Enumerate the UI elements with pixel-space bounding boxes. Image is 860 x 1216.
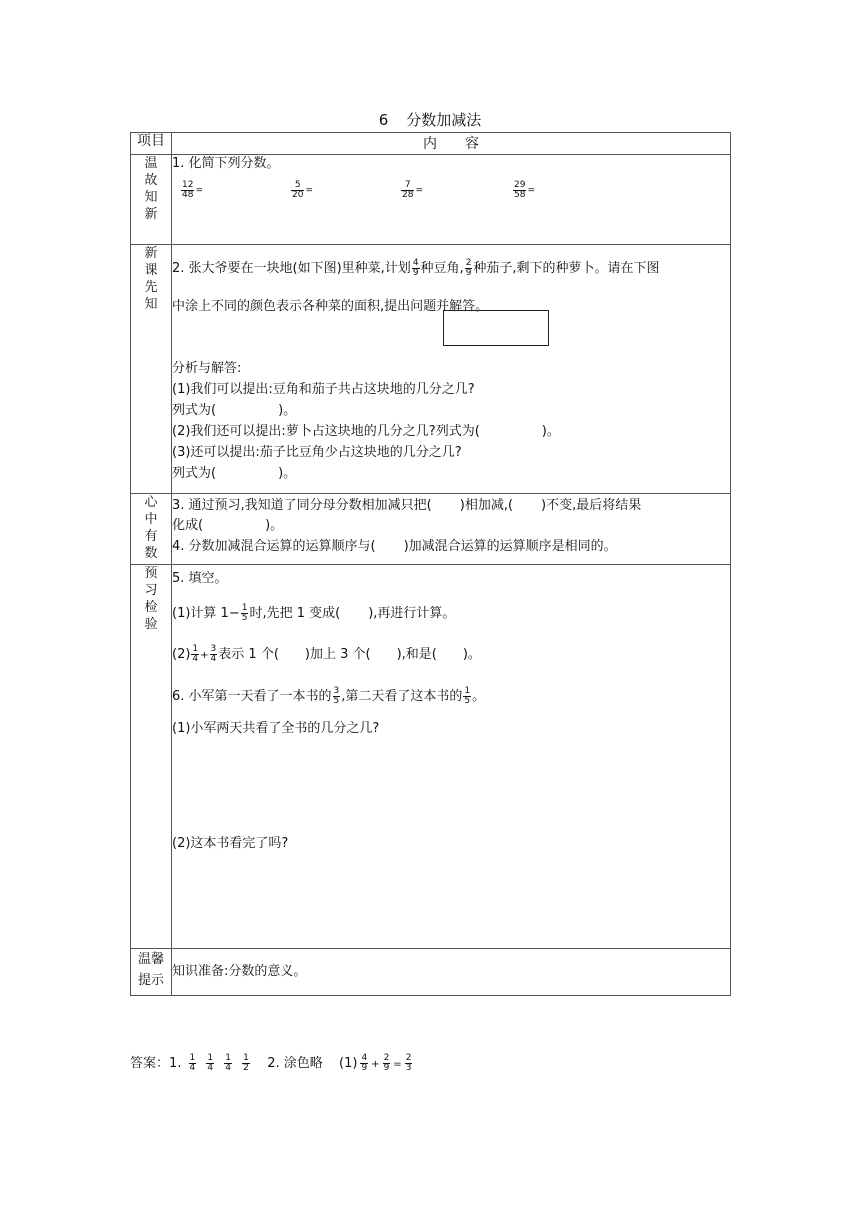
new-lesson-row xyxy=(131,245,731,494)
header-item: 项目 xyxy=(131,133,172,155)
question-5-2: (2) $\frac{1}{4}$ + $\frac{3}{4}$ 表示 1 个( )加上 3 个( ),和是( )。 xyxy=(172,644,481,664)
part-1-formula: 列式为( )。 xyxy=(172,403,297,418)
simplify-item: $\frac{12}{48}$ = xyxy=(182,180,203,200)
mind-content xyxy=(172,494,731,565)
question-6-1: (1)小军两天共看了全书的几分之几? xyxy=(172,721,380,736)
question-6: 6. 小军第一天看了一本书的 $\frac{3}{5}$ ,第二天看了这本书的 $\frac{1}{5}$ 。 xyxy=(172,686,486,706)
answer-prefix: 答案：1. xyxy=(130,1056,182,1071)
part-3-formula: 列式为( )。 xyxy=(172,466,297,481)
question-2: 2. 张大爷要在一块地(如下图)里种菜,计划 $\frac{4}{9}$ 种豆角, $\frac{2}{9}$ 种茄子,剩下的种萝卜。请在下图 xyxy=(172,258,660,278)
new-lesson-content xyxy=(172,245,731,494)
answer-key: 答案：1. $\frac{1}{4}$ $\frac{1}{4}$ $\frac{1}{4}$ $\frac{1}{2}$ 2. 涂色略 (1) $\frac{4}{9}$ + $\frac{2}{9}$ = $\frac{2}{3}$ xyxy=(130,1053,412,1073)
header-content: 内 容 xyxy=(172,133,731,155)
simplify-item: $\frac{29}{58}$ = xyxy=(514,180,535,200)
question-4: 4. 分数加减混合运算的运算顺序与( )加减混合运算的运算顺序是相同的。 xyxy=(172,539,617,554)
new-lesson-label: 新 课 先 知 xyxy=(131,245,172,494)
part-2-question: (2)我们还可以提出:萝卜占这块地的几分之几?列式为( )。 xyxy=(172,424,560,439)
tip-text: 知识准备:分数的意义。 xyxy=(172,964,307,979)
question-3: 3. 通过预习,我知道了同分母分数相加减只把( )相加减,( )不变,最后将结果 xyxy=(172,498,642,513)
review-content xyxy=(172,155,731,245)
review-label: 温 故 知 新 xyxy=(131,155,172,245)
title-number: 6 xyxy=(378,111,389,129)
question-2-line2: 中涂上不同的颜色表示各种菜的面积,提出问题并解答。 xyxy=(172,299,489,314)
answer-fraction: $\frac{1}{4}$ xyxy=(189,1053,196,1073)
answer-2-1: (1) xyxy=(339,1056,358,1071)
tip-label: 温馨 提示 xyxy=(131,949,172,996)
answer-fraction: $\frac{4}{9}$ xyxy=(361,1053,368,1073)
answer-fraction: $\frac{2}{9}$ xyxy=(383,1053,390,1073)
question-5-1: (1)计算 1− $\frac{1}{5}$ 时,先把 1 变成( ),再进行计算。 xyxy=(172,603,456,623)
page-title xyxy=(0,109,860,130)
check-label: 预 习 检 验 xyxy=(131,565,172,949)
tip-row xyxy=(131,949,731,996)
answer-fraction: $\frac{1}{2}$ xyxy=(243,1053,249,1073)
analysis-heading: 分析与解答: xyxy=(172,361,242,376)
answer-fraction: $\frac{2}{3}$ xyxy=(405,1053,412,1073)
land-rectangle[interactable] xyxy=(443,310,549,346)
answer-fraction: $\frac{1}{4}$ xyxy=(207,1053,214,1073)
simplify-fractions xyxy=(172,181,730,217)
question-5: 5. 填空。 xyxy=(172,571,228,586)
worksheet-table xyxy=(130,132,731,996)
check-content xyxy=(172,565,731,949)
part-3-question: (3)还可以提出:茄子比豆角少占这块地的几分之几? xyxy=(172,445,462,460)
simplify-item: $\frac{5}{20}$ = xyxy=(292,180,313,200)
question-6-2: (2)这本书看完了吗? xyxy=(172,836,289,851)
check-row xyxy=(131,565,731,949)
header-row xyxy=(131,133,731,155)
question-1: 1. 化简下列分数。 xyxy=(172,156,280,171)
mind-label: 心 中 有 数 xyxy=(131,494,172,565)
title-text: 分数加减法 xyxy=(406,111,482,129)
question-3-line2: 化成( )。 xyxy=(172,518,284,533)
answer-fraction: $\frac{1}{4}$ xyxy=(225,1053,232,1073)
answer-2: 2. 涂色略 xyxy=(267,1056,323,1071)
part-1-question: (1)我们可以提出:豆角和茄子共占这块地的几分之几? xyxy=(172,382,475,397)
simplify-item: $\frac{7}{28}$ = xyxy=(402,180,423,200)
mind-row xyxy=(131,494,731,565)
tip-content xyxy=(172,949,731,996)
review-row xyxy=(131,155,731,245)
